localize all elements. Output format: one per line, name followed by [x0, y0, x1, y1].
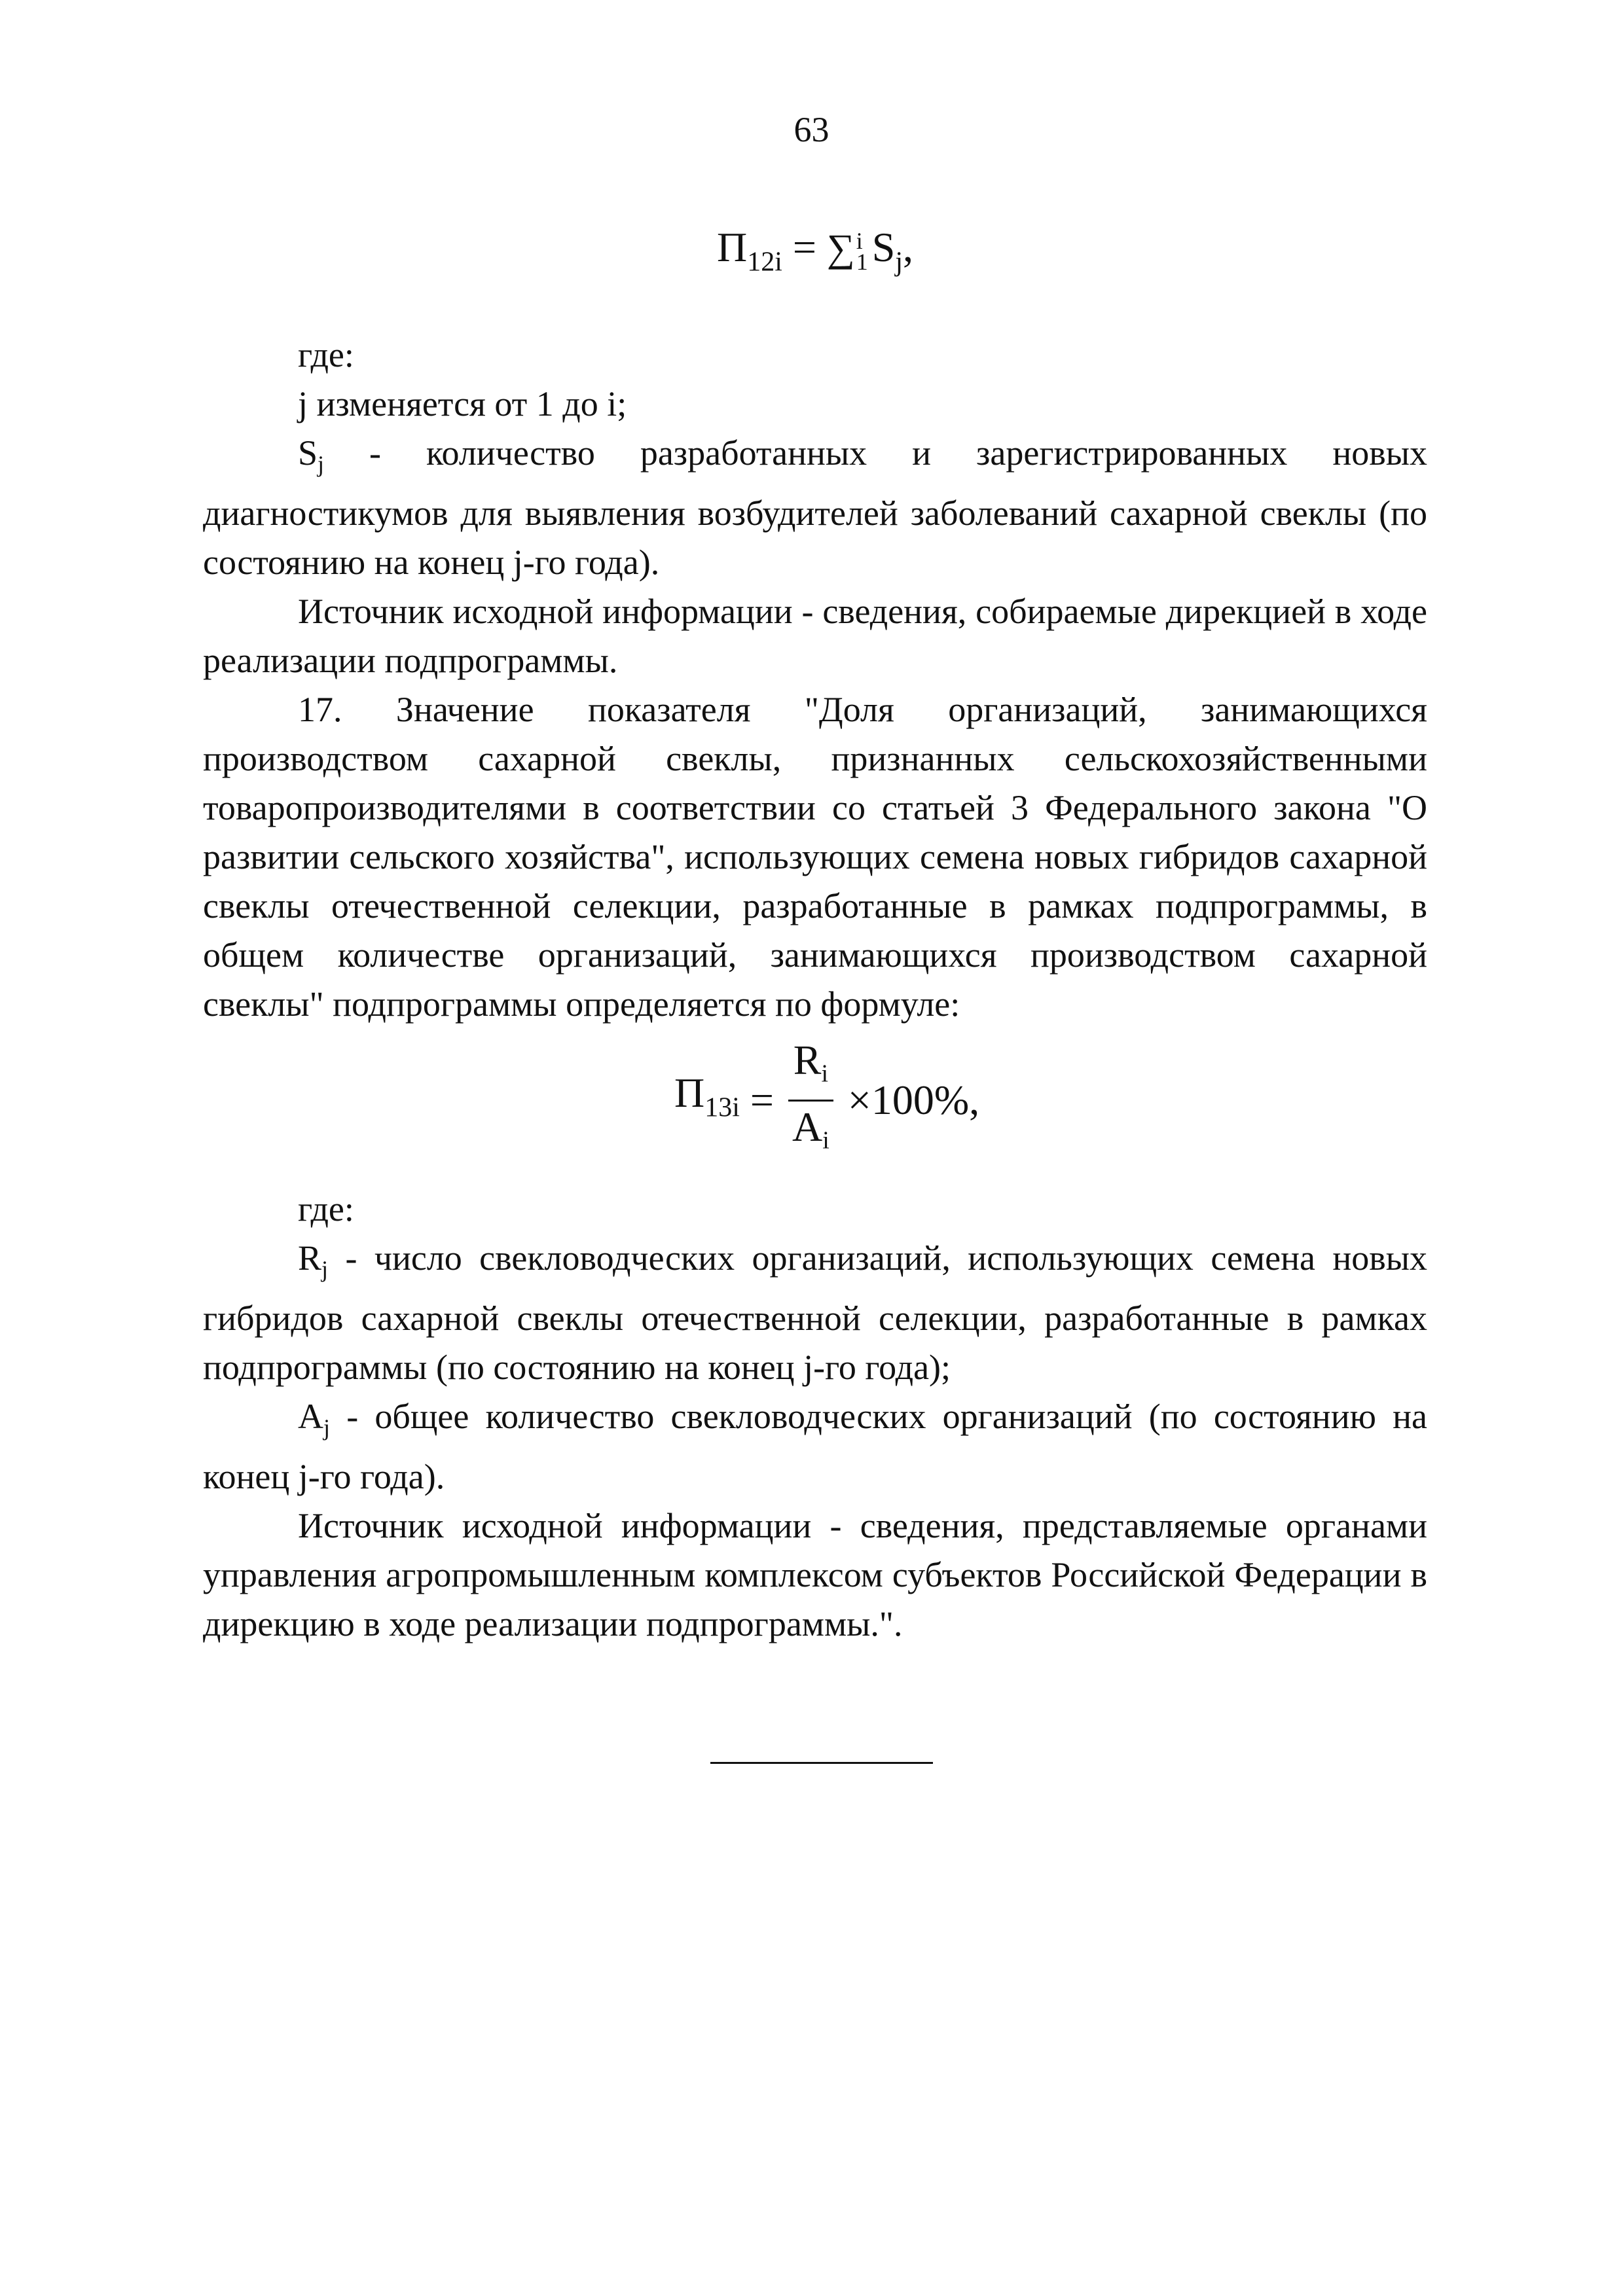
rj-subscript: j — [321, 1255, 329, 1282]
end-divider-line — [710, 1762, 933, 1764]
sj-symbol: S — [298, 433, 318, 473]
rj-text: - число свекловодческих организаций, использующих семена новых гибридов сахарной свеклы отечественной селекции, разработанные в рамках подпрограммы (по состоянию на конец j-го года); — [203, 1238, 1427, 1387]
numerator-sub: i — [821, 1060, 828, 1088]
j-range-line: j изменяется от 1 до i; — [298, 384, 627, 423]
fraction — [788, 1035, 833, 1166]
aj-text: - общее количество свекловодческих организаций (по состоянию на конец j-го года). — [203, 1396, 1427, 1496]
source-paragraph-2: Источник исходной информации - сведения, представляемые органами управления агропромышленным комплексом субъектов Российской Федерации в дирекцию в ходе реализации подпрограммы.". — [203, 1505, 1427, 1643]
formula-p12-lhs-sub: 12i — [747, 247, 782, 278]
formula-p12-tail: , — [903, 224, 914, 270]
where-label-2: где: — [298, 1189, 354, 1229]
fraction-denominator — [788, 1102, 833, 1166]
rj-symbol: R — [298, 1238, 322, 1278]
rj-definition — [203, 1234, 1427, 1392]
fraction-numerator — [788, 1035, 833, 1101]
page-number: 63 — [793, 110, 830, 149]
item-17-paragraph: 17. Значение показателя "Доля организаций, занимающихся производством сахарной свеклы, признанных сельскохозяйственными товаропроизводителями в соответствии со статьей 3 Федерального закона "О развитии сельского хозяйства", использующих семена новых гибридов сахарной свеклы отечественной селекции, разработанные в рамках подпрограммы, в общем количестве организаций, занимающихся производством сахарной свеклы" подпрограммы определяется по формуле: — [203, 689, 1427, 1024]
sj-text: - количество разработанных и зарегистрированных новых диагностикумов для выявления возбудителей заболеваний сахарной свеклы (по состоянию на конец j-го года). — [203, 433, 1427, 582]
denominator-symbol: A — [792, 1103, 823, 1150]
formula-p13-equals: = — [750, 1077, 774, 1124]
formula-p12 — [717, 215, 913, 295]
formula-p13 — [674, 1028, 979, 1158]
formula-p13-lhs-sub: 13i — [704, 1092, 740, 1123]
where-label-1: где: — [298, 335, 354, 374]
source-paragraph-1: Источник исходной информации - сведения, собираемые дирекцией в ходе реализации подпрограммы. — [203, 591, 1427, 680]
formula-p12-term-sub: j — [895, 247, 903, 278]
aj-definition — [203, 1392, 1427, 1501]
text-block-2 — [203, 1185, 1427, 1649]
aj-subscript: j — [323, 1414, 331, 1441]
text-block-1 — [203, 331, 1427, 1029]
sum-lower-limit: 1 — [856, 249, 868, 276]
formula-p13-tail: ×100%, — [847, 1077, 980, 1124]
formula-p12-term: S — [871, 224, 896, 270]
formula-p13-lhs — [674, 1028, 740, 1174]
sum-symbol: ∑ — [826, 226, 855, 270]
sj-definition — [203, 429, 1427, 587]
sum-upper-limit: i — [856, 227, 863, 254]
denominator-sub: i — [822, 1126, 830, 1155]
sj-subscript: j — [318, 450, 325, 477]
sum-limits — [856, 227, 868, 276]
aj-symbol: A — [298, 1396, 323, 1436]
formula-p12-equals: = — [792, 224, 816, 270]
formula-p12-lhs: П — [717, 224, 748, 270]
formula-p13-lhs-symbol: П — [674, 1069, 705, 1116]
numerator-symbol: R — [793, 1037, 822, 1084]
